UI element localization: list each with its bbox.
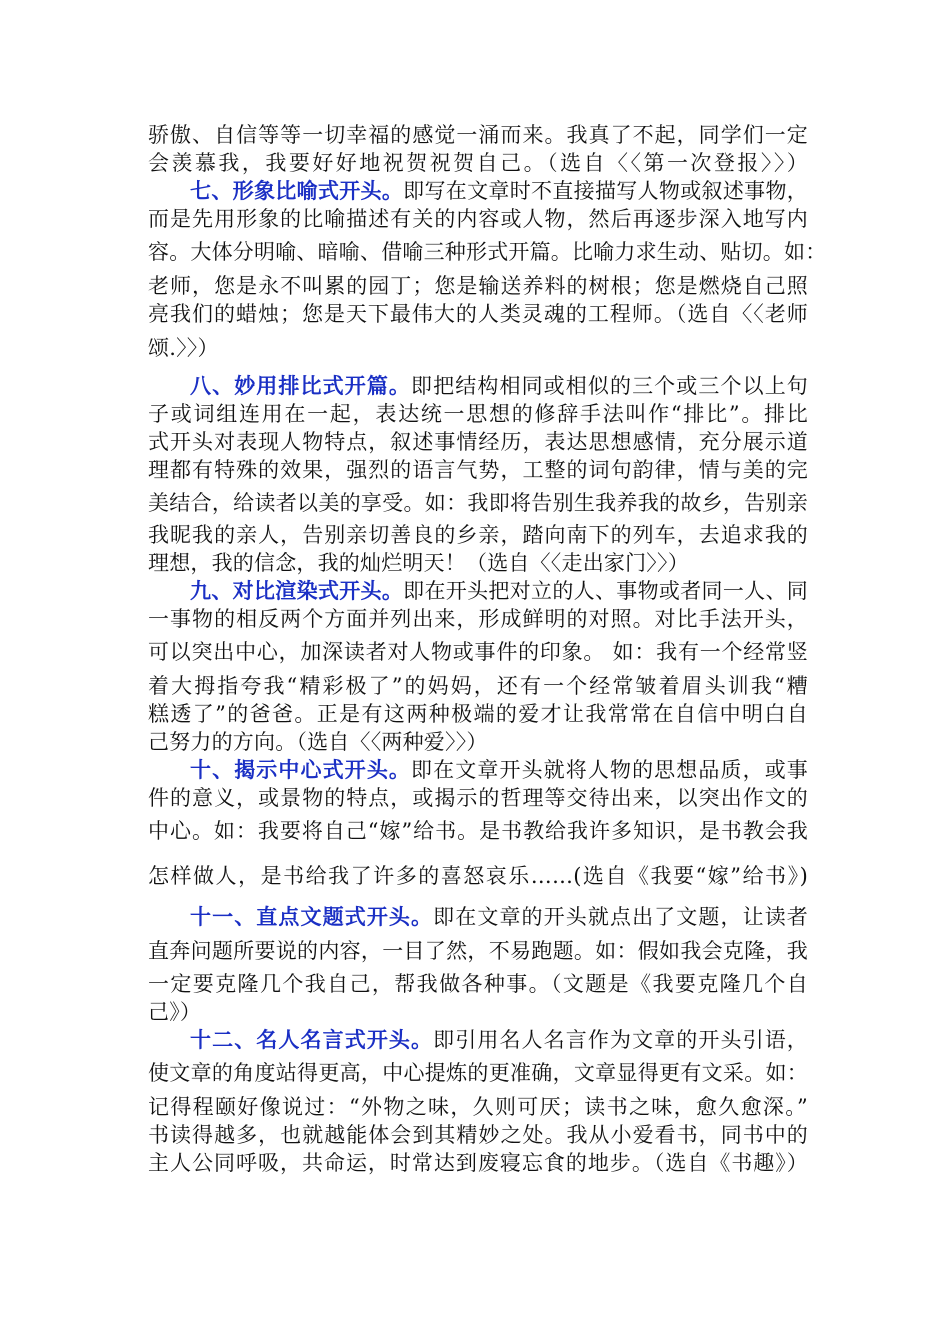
text-line: 式开头对表现人物特点，叙述事情经历，表达思想感情，充分展示道 — [148, 430, 808, 454]
text-line: 老师，您是永不叫累的园丁；您是输送养料的树根；您是燃烧自己照 — [148, 274, 808, 298]
text-line: 亮我们的蜡烛；您是天下最伟大的人类灵魂的工程师。（选自〈〈老师 — [148, 302, 808, 326]
text-line: 美结合，给读者以美的享受。如：我即将告别生我养我的故乡，告别亲 — [148, 491, 808, 515]
section-12-line — [190, 1026, 808, 1054]
section-10-heading: 十、揭示中心式开头。 — [190, 757, 412, 782]
section-11-heading: 十一、直点文题式开头。 — [190, 904, 434, 929]
text-line: 一定要克隆几个我自己，帮我做各种事。（文题是《我要克隆几个自 — [148, 972, 808, 996]
text-line: 直奔问题所要说的内容，一目了然，不易跑题。如：假如我会克隆，我 — [148, 939, 808, 963]
text-line: 颂.〉〉） — [148, 336, 219, 360]
text-line: 一事物的相反两个方面并列出来，形成鲜明的对照。对比手法开头， — [148, 607, 808, 631]
text-line: 书读得越多，也就越能体会到其精妙之处。我从小爱看书，同书中的 — [148, 1123, 808, 1147]
text-line: 中心。如：我要将自己“嫁”给书。是书教给我许多知识，是书教会我 — [148, 819, 808, 843]
text-line: 子或词组连用在一起，表达统一思想的修辞手法叫作“排比”。排比 — [148, 402, 808, 426]
text-line: 怎样做人，是书给我了许多的喜怒哀乐……(选自《我要“嫁”给书》) — [148, 864, 808, 888]
text-line: 我昵我的亲人，告别亲切善良的乡亲，踏向南下的列车，去追求我的 — [148, 523, 808, 547]
text-span: 即在文章开头就将人物的思想品质，或事 — [411, 758, 809, 782]
text-line: 记得程颐好像说过：“外物之味，久则可厌；读书之味，愈久愈深。” — [148, 1095, 808, 1119]
text-line: 容。大体分明喻、暗喻、借喻三种形式开篇。比喻力求生动、贴切。如： — [148, 240, 827, 264]
section-7-line — [190, 177, 808, 205]
section-9-heading: 九、对比渲染式开头。 — [190, 578, 404, 603]
text-line: 骄傲、自信等等一切幸福的感觉一涌而来。我真了不起，同学们一定 — [148, 123, 808, 147]
text-line: 使文章的角度站得更高，中心提炼的更准确，文章显得更有文采。如： — [148, 1061, 808, 1085]
section-12-heading: 十二、名人名言式开头。 — [190, 1027, 434, 1052]
text-span: 即引用名人名言作为文章的开头引语， — [433, 1028, 808, 1052]
text-line: 己》） — [148, 1000, 202, 1024]
text-line: 件的意义，或景物的特点，或揭示的哲理等交待出来，以突出作文的 — [148, 786, 808, 810]
text-span: 即在文章的开头就点出了文题，让读者 — [433, 905, 808, 929]
section-8-heading: 八、妙用排比式开篇。 — [190, 373, 412, 398]
text-span: 即写在文章时不直接描写人物或叙述事物， — [403, 179, 808, 203]
text-line: 会羡慕我，我要好好地祝贺祝贺自己。（选自〈〈第一次登报〉〉） — [148, 151, 808, 175]
text-line: 理想，我的信念，我的灿烂明天！（选自〈〈走出家门〉〉） — [148, 551, 689, 575]
section-10-line — [190, 756, 808, 784]
text-span: 即在开头把对立的人、事物或者同一人、同 — [403, 579, 808, 603]
text-span: 即把结构相同或相似的三个或三个以上句 — [411, 374, 809, 398]
section-8-line — [190, 372, 808, 400]
text-line: 主人公同呼吸，共命运，时常达到废寝忘食的地步。（选自《书趣》） — [148, 1151, 808, 1175]
text-line: 己努力的方向。（选自〈〈两种爱〉〉） — [148, 730, 488, 754]
section-11-line — [190, 903, 808, 931]
text-line: 可以突出中心，加深读者对人物或事件的印象。 如：我有一个经常竖 — [148, 640, 808, 664]
section-9-line — [190, 577, 808, 605]
text-line: 理都有特殊的效果，强烈的语言气势，工整的词句韵律，情与美的完 — [148, 458, 808, 482]
text-line: 糕透了”的爸爸。正是有这两种极端的爱才让我常常在自信中明白自 — [148, 702, 808, 726]
text-line: 着大拇指夸我“精彩极了”的妈妈，还有一个经常皱着眉头训我“糟 — [148, 674, 808, 698]
section-7-heading: 七、形象比喻式开头。 — [190, 178, 404, 203]
text-line: 而是先用形象的比喻描述有关的内容或人物，然后再逐步深入地写内 — [148, 207, 808, 231]
